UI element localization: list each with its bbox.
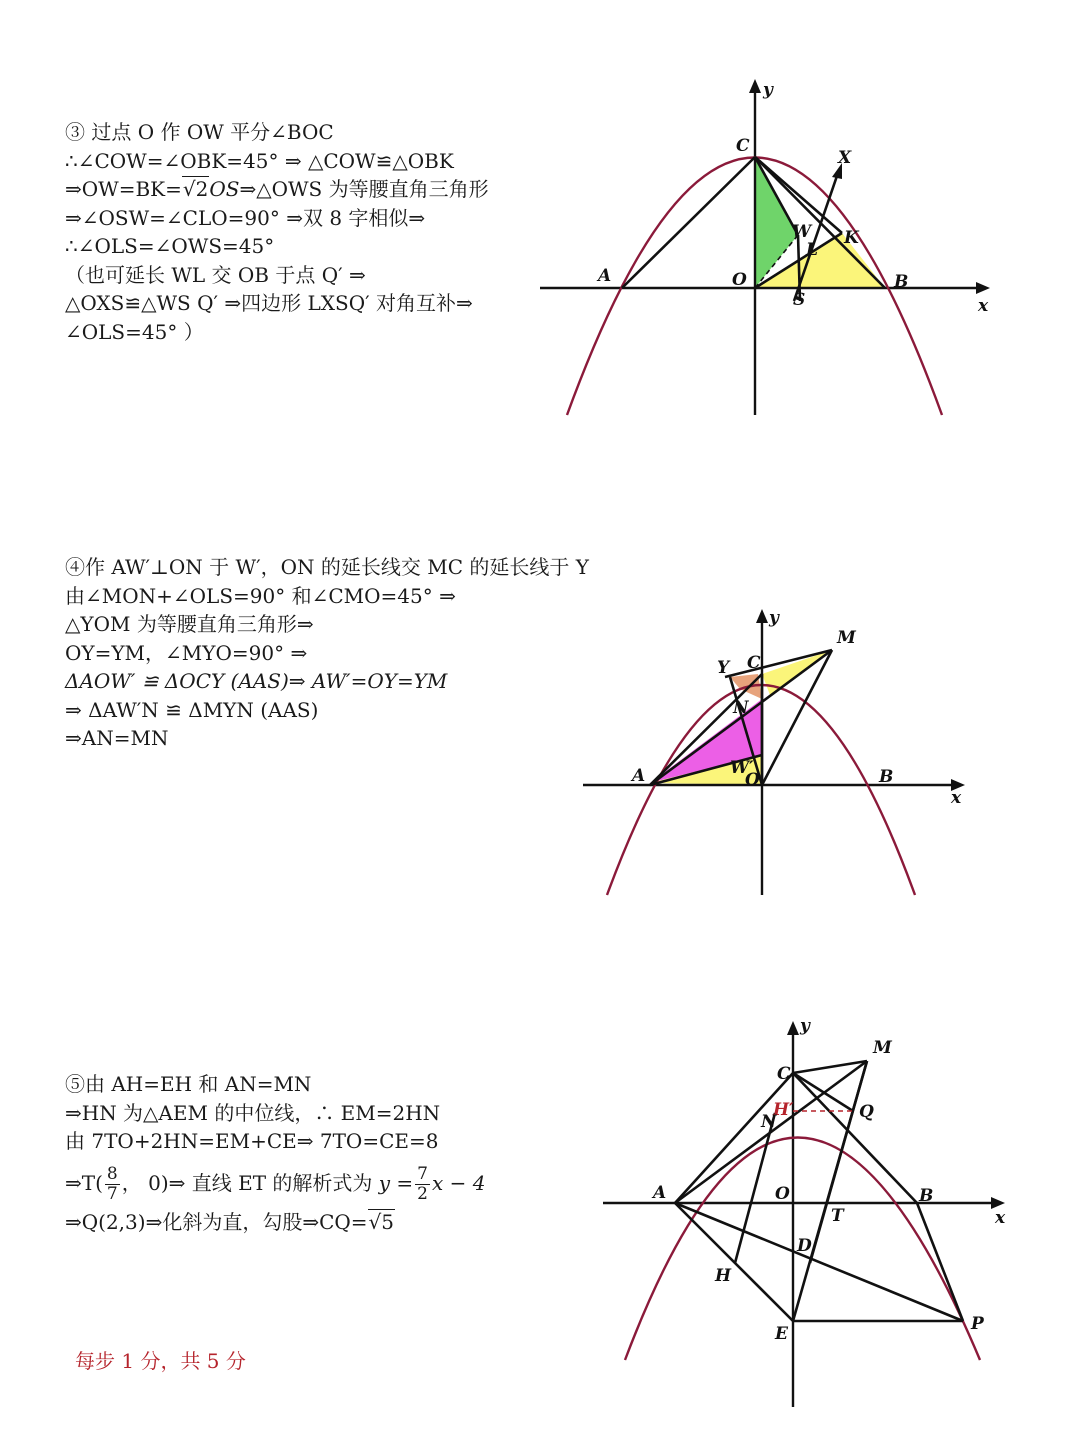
label-W-prime: W′ bbox=[730, 758, 754, 778]
label-T: T bbox=[831, 1206, 844, 1226]
fraction-num: 8 bbox=[106, 1163, 118, 1184]
step5-line-1: ⑤由 AH=EH 和 AN=MN bbox=[65, 1072, 312, 1096]
fraction-num: 7 bbox=[417, 1163, 428, 1184]
step4-line-2: 由∠MON+∠OLS=90° 和∠CMO=45° ⇒ bbox=[65, 583, 456, 608]
label-B: B bbox=[894, 272, 909, 292]
step4-line-4: OY=YM，∠MYO=90° ⇒ bbox=[65, 640, 308, 665]
segment-AP bbox=[675, 1203, 963, 1321]
step5-text bbox=[65, 1070, 485, 1236]
fraction-den: 2 bbox=[417, 1183, 428, 1204]
label-O: O bbox=[745, 770, 760, 790]
label-K: K bbox=[844, 228, 859, 248]
label-C: C bbox=[777, 1064, 791, 1084]
label-y: y bbox=[769, 608, 779, 628]
step5-t-mid: ， 0)⇒ 直线 ET 的解析式为 bbox=[121, 1170, 373, 1195]
step4-line-7: ⇒AN=MN bbox=[65, 726, 169, 750]
segment-CM bbox=[793, 1061, 867, 1073]
step4-line-1: ④作 AW′⊥ON 于 W′，ON 的延长线交 MC 的延长线于 Y bbox=[65, 555, 589, 579]
step3-line-8: ∠OLS=45° ） bbox=[65, 319, 204, 344]
step3-line-7: △OXS≌△WS Q′ ⇒四边形 LXSQ′ 对角互补⇒ bbox=[65, 291, 473, 315]
label-L: L bbox=[806, 240, 818, 260]
figure-step4 bbox=[575, 605, 975, 905]
label-D: D bbox=[797, 1236, 812, 1256]
y-axis-arrow bbox=[787, 1021, 799, 1035]
step3-sqrt2: √2 bbox=[182, 177, 209, 201]
label-X: X bbox=[838, 148, 852, 168]
label-x: x bbox=[951, 788, 962, 808]
label-Y: Y bbox=[717, 658, 730, 678]
label-S: S bbox=[793, 290, 806, 310]
label-M: M bbox=[873, 1038, 892, 1058]
label-A: A bbox=[632, 766, 646, 786]
label-M: M bbox=[837, 628, 856, 648]
step3-line-1: ③ 过点 O 作 OW 平分∠BOC bbox=[65, 120, 334, 144]
step4-text bbox=[65, 553, 589, 753]
step3-os: OS bbox=[209, 177, 240, 201]
figure-step3 bbox=[530, 75, 1000, 425]
y-axis-arrow bbox=[749, 79, 761, 93]
label-B: B bbox=[879, 767, 894, 787]
step3-line-6: （也可延长 WL 交 OB 于点 Q′ ⇒ bbox=[65, 262, 366, 287]
segment-AC bbox=[622, 157, 755, 288]
figure-step5 bbox=[595, 1015, 1025, 1415]
step5-sqrt5: √5 bbox=[368, 1209, 395, 1234]
label-y: y bbox=[800, 1016, 810, 1036]
label-A: A bbox=[598, 266, 612, 286]
step5-line-5-text: ⇒Q(2,3)⇒化斜为直，勾股⇒CQ= bbox=[65, 1209, 368, 1234]
step3-line-3 bbox=[65, 175, 489, 204]
score-note: 每步 1 分，共 5 分 bbox=[75, 1349, 246, 1373]
step5-line-5 bbox=[65, 1208, 485, 1237]
step5-t-prefix: ⇒T( bbox=[65, 1170, 103, 1195]
label-x: x bbox=[995, 1208, 1006, 1228]
label-H-prime: H′ bbox=[773, 1100, 794, 1120]
fraction-8-7 bbox=[105, 1165, 120, 1204]
step5-line-3: 由 7TO+2HN=EM+CE⇒ 7TO=CE=8 bbox=[65, 1129, 439, 1153]
label-O: O bbox=[732, 270, 747, 290]
label-C: C bbox=[747, 653, 761, 673]
step3-text bbox=[65, 118, 489, 346]
x-axis-arrow bbox=[976, 282, 990, 294]
label-Q: Q bbox=[859, 1102, 874, 1122]
label-N: N bbox=[761, 1112, 777, 1132]
label-N: N bbox=[733, 698, 749, 718]
label-W: W bbox=[792, 222, 812, 242]
label-y: y bbox=[763, 80, 773, 100]
step4-line-6: ⇒ ΔAW′N ≌ ΔMYN (AAS) bbox=[65, 697, 319, 722]
segment-ET bbox=[793, 1061, 867, 1321]
segment-BP bbox=[917, 1203, 963, 1321]
fraction-7-2 bbox=[415, 1165, 430, 1204]
step5-y-eq: y = bbox=[378, 1170, 414, 1195]
label-E: E bbox=[775, 1324, 788, 1344]
label-B: B bbox=[919, 1186, 934, 1206]
step3-line-2: ∴∠COW=∠OBK=45° ⇒ △COW≌△OBK bbox=[65, 148, 454, 173]
step3-line-4: ⇒∠OSW=∠CLO=90° ⇒双 8 字相似⇒ bbox=[65, 205, 426, 230]
step5-line-4 bbox=[65, 1158, 485, 1208]
label-O: O bbox=[775, 1184, 790, 1204]
step5-line-2: ⇒HN 为△AEM 的中位线，∴ EM=2HN bbox=[65, 1100, 441, 1125]
label-H: H bbox=[715, 1266, 732, 1286]
step4-line-5: ΔAOW′ ≌ ΔOCY (AAS)⇒ AW′=OY=YM bbox=[65, 669, 448, 693]
step5-e-tail: x − 4 bbox=[432, 1170, 486, 1195]
label-P: P bbox=[971, 1314, 984, 1334]
step3-line-5: ∴∠OLS=∠OWS=45° bbox=[65, 234, 275, 258]
y-axis-arrow bbox=[756, 609, 768, 623]
fraction-den: 7 bbox=[106, 1183, 118, 1204]
step3-line-3-tail: ⇒△OWS 为等腰直角三角形 bbox=[239, 177, 489, 201]
label-x: x bbox=[978, 296, 989, 316]
label-A: A bbox=[653, 1183, 667, 1203]
step4-line-3: △YOM 为等腰直角三角形⇒ bbox=[65, 612, 314, 636]
step3-line-3-head: ⇒OW=BK= bbox=[65, 177, 182, 201]
label-C: C bbox=[736, 136, 750, 156]
